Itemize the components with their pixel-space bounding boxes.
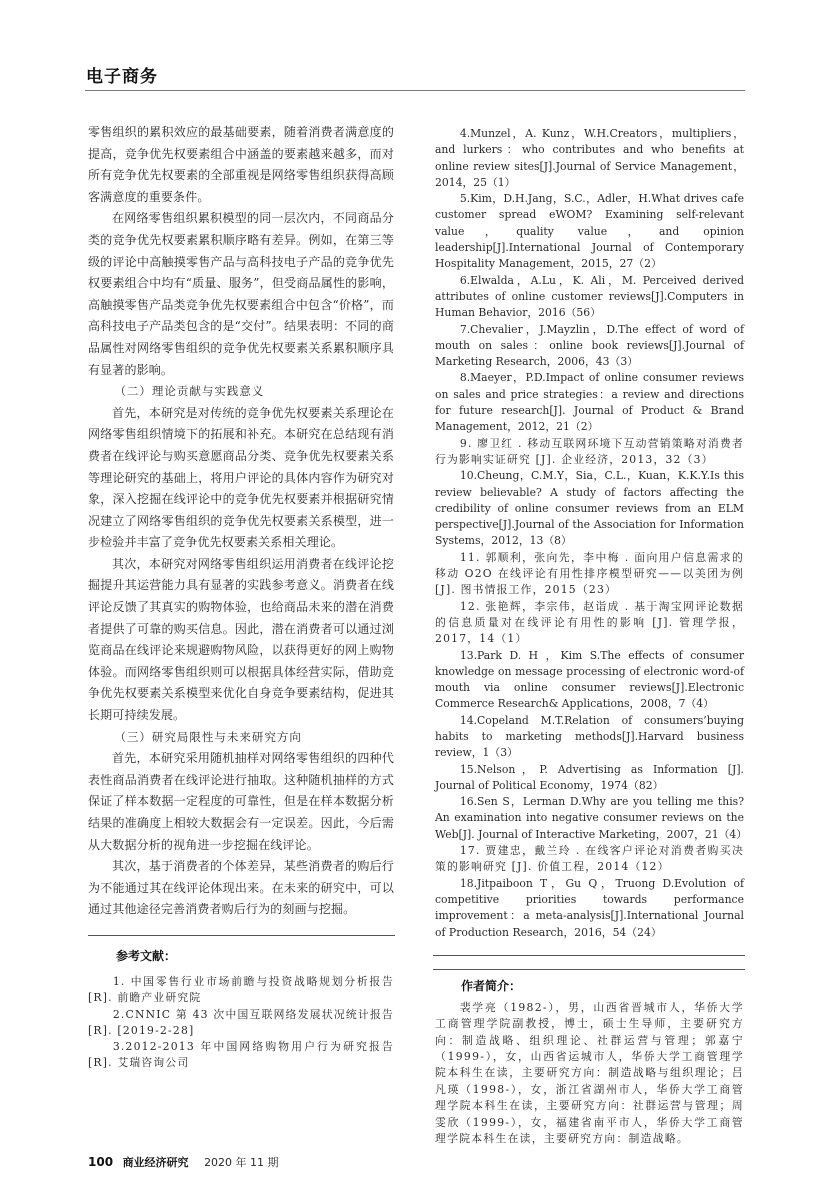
- left-column: [88, 122, 395, 1148]
- reference-item: 6.Elwalda，A.Lu，K. Ali，M. Perceived derived attributes of online customer reviews[J].Computers in Human Behavior，2016（56）: [435, 273, 744, 320]
- subheading: （二）理论贡献与实践意义: [114, 384, 265, 399]
- author-divider-bottom: [433, 969, 745, 970]
- paragraph: 在网络零售组织累积模型的同一层次内，不同商品分类的竞争优先权要素累积顺序略有差异。例如，在第三等级的评论中高触摸零售产品与高科技电子产品的竞争优先权要素组合中均有“质量、服务”，但受商品属性的影响，高触摸零售产品类竞争优先权要素组合中包含“价格”，而高科技电子产品类包含的是“交付”。结果表明：不同的商品属性对网络零售组织的竞争优先权要素关系累积顺序具有显著的影响。: [88, 211, 394, 377]
- author-divider-top: [433, 955, 745, 956]
- body-text: [88, 122, 394, 921]
- reference-item: 9. 廖卫红 . 移动互联网环境下互动营销策略对消费者行为影响实证研究 [J]. 企业经济，2013，32（3）: [435, 436, 744, 466]
- journal-name: 商业经济研究: [122, 1155, 189, 1169]
- right-column: [433, 122, 748, 1148]
- reference-item: 13.Park D. H ，Kim S.The effects of consumer knowledge on message processing of electronic word-of mouth via online consumer reviews[J].Electronic Commerce Research& Applications，2008，7（4）: [435, 648, 744, 711]
- reference-item: 15.Nelson，P. Advertising as Information [J]. Journal of Political Economy，1974（82）: [435, 762, 744, 792]
- references-list-right: [435, 126, 748, 941]
- reference-item: 10.Cheung，C.M.Y，Sia，C.L.，Kuan，K.K.Y.Is this review believable? A study of factors affecting the credibility of online consumer reviews from an ELM perspective[J].Journal of the Association for Information Systems，2012，13（8）: [435, 469, 744, 548]
- reference-item: 2.CNNIC 第 43 次中国互联网络发展状况统计报告 [R]. [2019-2-28]: [88, 1007, 394, 1037]
- columns: [85, 122, 748, 1148]
- page-number: 100: [88, 1154, 114, 1169]
- subheading: （三）研究局限性与未来研究方向: [114, 729, 302, 744]
- reference-item: 16.Sen S，Lerman D.Why are you telling me this? An examination into negative consumer reviews on the Web[J]. Journal of Interactive Marketing，2007，21（4）: [435, 795, 748, 841]
- reference-item: 14.Copeland M.T.Relation of consumers’buying habits to marketing methods[J].Harvard business review，1（3）: [435, 713, 744, 760]
- reference-item: 4.Munzel，A. Kunz，W.H.Creators，multipliers，and lurkers：who contributes and who benefits at online review sites[J].Journal of Service Management，2014，25（1）: [435, 127, 744, 189]
- reference-item: 11. 郭顺利，张向先，李中梅 . 面向用户信息需求的移动 O2O 在线评论有用性排序模型研究——以美团为例 [J]. 图书情报工作，2015（23）: [435, 550, 744, 597]
- reference-item: 12. 张艳辉，李宗伟，赵诣成 . 基于淘宝网评论数据的信息质量对在线评论有用性的影响 [J]. 管理学报，2017，14（1）: [435, 599, 744, 646]
- reference-item: 7.Chevalier，J.Mayzlin，D.The effect of word of mouth on sales：online book reviews[J].Journal of Marketing Research，2006，43（3）: [435, 322, 744, 369]
- page-footer: [88, 1154, 745, 1171]
- paragraph: 其次，基于消费者的个体差异，某些消费者的购后行为不能通过其在线评论体现出来。在未来的研究中，可以通过其他途径完善消费者购后行为的刻画与挖掘。: [88, 859, 394, 917]
- references-divider: [88, 935, 395, 936]
- author-text: 裴学亮（1982-），男，山西省晋城市人，华侨大学工商管理学院副教授，博士，硕士生导师，主要研究方向：制造战略、组织理论、社群运营与管理；郭嘉宁（1999-），女，山西省运城市人，华侨大学工商管理学院本科生在读，主要研究方向：制造战略与组织理论；吕凡瑛（1998-），女，浙江省湖州市人，华侨大学工商管理学院本科生在读，主要研究方向：社群运营与管理；周雯欣（1999-），女，福建省南平市人，华侨大学工商管理学院本科生在读，主要研究方向：制造战略。: [435, 1000, 744, 1146]
- reference-item: 1. 中国零售行业市场前瞻与投资战略规划分析报告 [R]. 前瞻产业研究院: [88, 974, 394, 1005]
- author-bio: [435, 978, 744, 1148]
- header-divider: [85, 90, 745, 91]
- author-title: 作者简介：: [461, 978, 522, 993]
- references-list-left: [88, 948, 394, 1072]
- reference-item: 3.2012-2013 年中国网络购物用户行为研究报告 [R]. 艾瑞咨询公司: [88, 1040, 394, 1070]
- paragraph: 零售组织的累积效应的最基础要素，随着消费者满意度的提高，竞争优先权要素组合中涵盖的要素越来越多，而对所有竞争优先权要素的全部重视是网络零售组织获得高顾客满意度的重要条件。: [88, 125, 394, 204]
- paragraph: 其次，本研究对网络零售组织运用消费者在线评论挖掘提升其运营能力具有显著的实践参考意义。消费者在线评论反馈了其真实的购物体验，也给商品未来的潜在消费者提供了可靠的购买信息。因此，潜在消费者可以通过浏览商品在线评论来规避购物风险，以获得更好的网上购物体验。而网络零售组织则可以根据具体经营实际，借助竞争优先权要素关系模型来优化自身竞争要素结构，促进其长期可持续发展。: [88, 556, 394, 723]
- reference-item: 18.Jitpaiboon T，Gu Q，Truong D.Evolution of competitive priorities towards performance improvement：a meta-analysis[J].International Journal of Production Research，2016，54（24）: [435, 876, 744, 939]
- reference-item: 5.Kim，D.H.Jang，S.C.，Adler，H.What drives cafe customer spread eWOM? Examining self-relevant value，quality value，and opinion leadership[J].International Journal of Contemporary Hospitality Management，2015，27（2）: [435, 192, 744, 271]
- issue-label: 2020 年 11 期: [204, 1155, 279, 1169]
- reference-item: 17. 贾建忠，戴兰玲 . 在线客户评论对消费者购买决策的影响研究 [J]. 价值工程，2014（12）: [435, 844, 744, 874]
- reference-item: 8.Maeyer，P.D.Impact of online consumer reviews on sales and price strategies：a review and directions for future research[J]. Journal of Product & Brand Management，2012，21（2）: [435, 371, 744, 434]
- references-title: 参考文献：: [116, 948, 177, 963]
- paragraph: 首先，本研究是对传统的竞争优先权要素关系理论在网络零售组织情境下的拓展和补充。本研究在总结现有消费者在线评论与购买意愿商品分类、竞争优先权要素关系等理论研究的基础上，将用户评论的具体内容作为研究对象，深入挖掘在线评论中的竞争优先权要素并根据研究情况建立了网络零售组织的竞争优先权要素关系模型，进一步检验并丰富了竞争优先权要素关系相关理论。: [88, 405, 394, 550]
- paragraph: 首先，本研究采用随机抽样对网络零售组织的四种代表性商品消费者在线评论进行抽取。这种随机抽样的方式保证了样本数据一定程度的可靠性，但是在样本数据分析结果的准确度上相较大数据会有一定误差。因此，今后需从大数据分析的视角进一步挖掘在线评论。: [88, 751, 394, 852]
- section-title: 电子商务: [86, 67, 158, 87]
